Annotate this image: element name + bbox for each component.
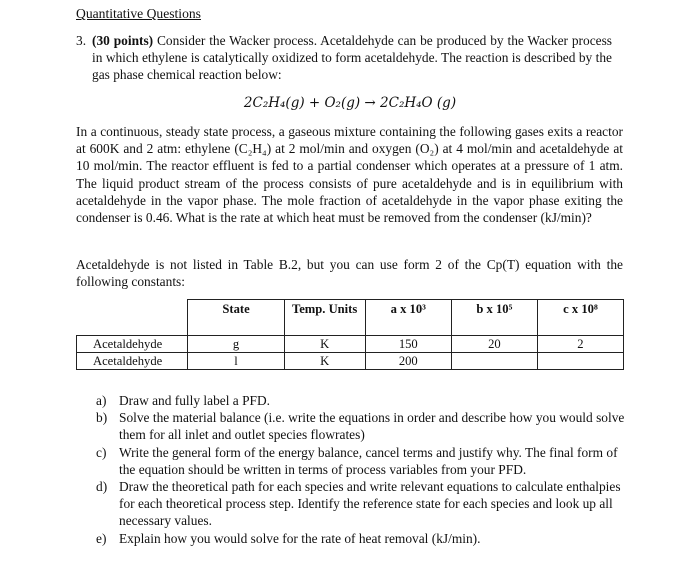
table-header-cell: b x 10⁵ bbox=[451, 300, 537, 336]
table-row bbox=[77, 336, 624, 353]
cp-instructions: Acetaldehyde is not listed in Table B.2, but you can use form 2 of the Cp(T) equation with the following constants: bbox=[76, 257, 623, 290]
table-header-cell: State bbox=[188, 300, 284, 336]
table-cell: l bbox=[188, 353, 284, 370]
question-parts-list bbox=[96, 392, 626, 547]
table-header-row bbox=[77, 300, 624, 336]
reaction-equation: 2C₂H₄(g) + O₂(g) → 2C₂H₄O (g) bbox=[243, 95, 457, 111]
table-header-cell bbox=[77, 300, 188, 336]
table-header-cell: a x 10³ bbox=[365, 300, 451, 336]
table-cell: 150 bbox=[365, 336, 451, 353]
part-text: Solve the material balance (i.e. write the equations in order and describe how you would solve them for all inlet and outlet species flowrates) bbox=[119, 410, 625, 443]
cp-constants-table bbox=[76, 299, 624, 370]
list-item bbox=[96, 530, 626, 547]
table-cell bbox=[537, 353, 623, 370]
question-intro bbox=[92, 32, 612, 84]
question-number: 3. bbox=[76, 33, 87, 48]
table-header-cell: c x 10⁸ bbox=[537, 300, 623, 336]
table-header-cell: Temp. Units bbox=[284, 300, 365, 336]
process-description: In a continuous, steady state process, a gaseous mixture containing the following gases exits a reactor at 600K and 2 atm: ethylene (C₂H₄) at 2 mol/min and oxygen (O₂) at 4 mol/min and acetaldehyde at 10 mol/min. The reactor effluent is fed to a partial condenser which operates at a pressure of 1 atm. The liquid product stream of the process consists of pure acetaldehyde and is in equilibrium with acetaldehyde in the vapor phase. The mole fraction of acetaldehyde in the vapor phase exiting the condenser is 0.46. What is the rate at which heat must be removed from the condenser (kJ/min)? bbox=[76, 124, 623, 226]
part-text: Explain how you would solve for the rate of heat removal (kJ/min). bbox=[119, 530, 481, 546]
list-item bbox=[96, 444, 626, 478]
list-item bbox=[96, 409, 626, 443]
part-text: Write the general form of the energy balance, cancel terms and justify why. The final form of the equation should be written in terms of process variables from your PFD. bbox=[119, 444, 618, 477]
part-label: b) bbox=[96, 410, 108, 426]
question-points: (30 points) bbox=[92, 33, 154, 48]
table-cell: Acetaldehyde bbox=[77, 336, 188, 353]
part-text: Draw the theoretical path for each species and write relevant equations to calculate enthalpies for each theoretical process step. Identify the reference state for each species and look up all necessary values. bbox=[119, 479, 621, 529]
table-cell: 2 bbox=[537, 336, 623, 353]
part-label: d) bbox=[96, 479, 108, 495]
table-row bbox=[77, 353, 624, 370]
list-item bbox=[96, 392, 626, 409]
part-label: a) bbox=[96, 393, 107, 408]
list-item bbox=[96, 478, 626, 530]
table-cell: 200 bbox=[365, 353, 451, 370]
section-heading: Quantitative Questions bbox=[76, 6, 201, 21]
table-cell bbox=[451, 353, 537, 370]
question-intro-text: Consider the Wacker process. Acetaldehyde can be produced by the Wacker process in which ethylene is catalytically oxidized to form acetaldehyde. The reaction is described by the gas phase chemical reaction below: bbox=[92, 33, 612, 83]
table-cell: K bbox=[284, 353, 365, 370]
part-text: Draw and fully label a PFD. bbox=[119, 393, 270, 408]
table-cell: K bbox=[284, 336, 365, 353]
table-cell: Acetaldehyde bbox=[77, 353, 188, 370]
table-cell: 20 bbox=[451, 336, 537, 353]
part-label: e) bbox=[96, 530, 107, 546]
part-label: c) bbox=[96, 444, 107, 460]
table-cell: g bbox=[188, 336, 284, 353]
